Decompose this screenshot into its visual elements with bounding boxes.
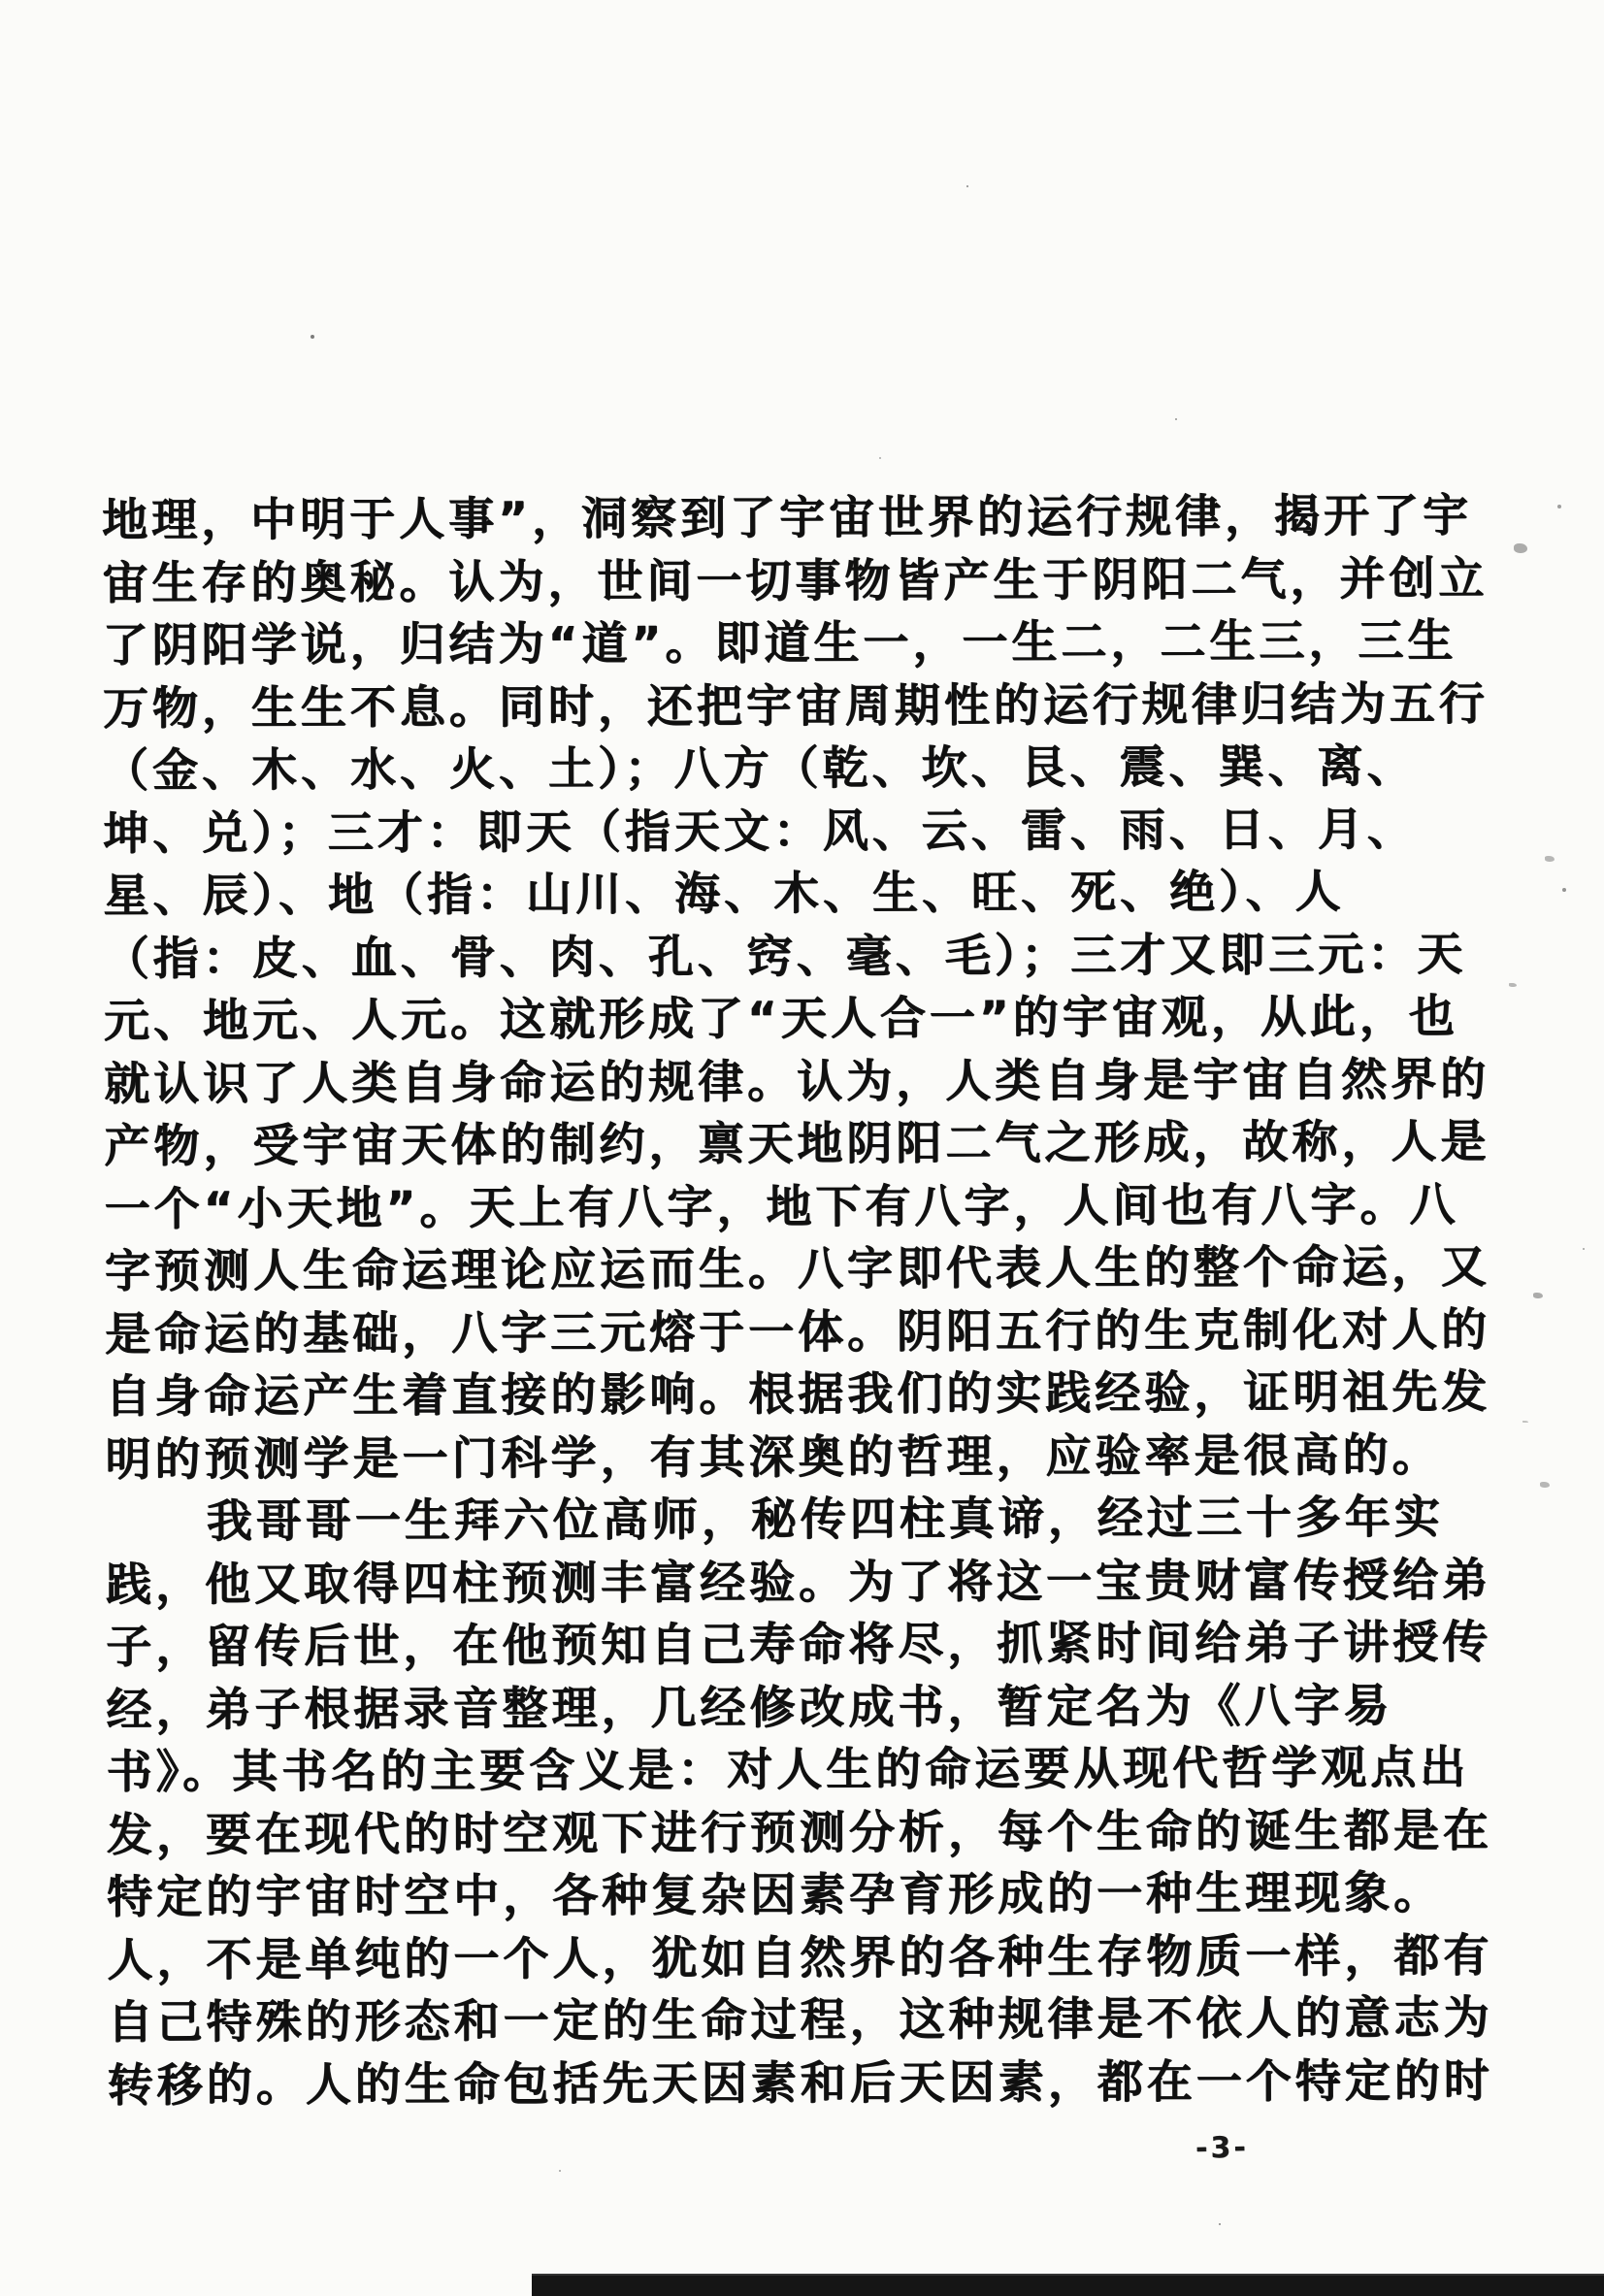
text-line: 产物，受宇宙天体的制约，禀天地阴阳二气之形成，故称，人是 [104,1115,1490,1173]
text-line: 地理，中明于人事”，洞察到了宇宙世界的运行规律，揭开了宇 [102,489,1473,547]
text-line: 坤、兑）；三才：即天（指天文：风、云、雷、雨、日、月、 [103,802,1417,861]
text-line: 特定的宇宙时空中，各种复杂因素孕育形成的一种生理现象。 [106,1866,1444,1924]
text-line: 宙生存的奥秘。认为，世间一切事物皆产生于阴阳二气，并创立 [102,551,1489,610]
text-line: 元、地元、人元。这就形成了“天人合一”的宇宙观，从此，也 [103,990,1458,1048]
text-line: 一个“小天地”。天上有八字，地下有八字，人间也有八字。八 [104,1177,1459,1236]
text-line: （金、木、水、火、土）；八方（乾、坎、艮、震、巽、离、 [102,739,1417,798]
text-line: 践，他又取得四柱预测丰富经验。为了将这一宝贵财富传授给弟 [105,1553,1492,1612]
text-line: 自己特殊的形态和一定的生命过程，这种规律是不依人的意志为 [107,1991,1493,2050]
text-line: 书》。其书名的主要含义是：对人生的命运要从现代哲学观点出 [106,1741,1470,1799]
text-line: （指：皮、血、骨、肉、孔、窍、毫、毛）；三才又即三元：天 [103,927,1467,986]
text-line: 明的预测学是一门科学，有其深奥的哲理，应验率是很高的。 [105,1427,1442,1487]
body-text [102,485,1524,2117]
page-number: -3- [1195,2130,1250,2166]
text-line: 自身命运产生着直接的影响。根据我们的实践经验，证明祖先发 [105,1365,1491,1424]
text-line: 是命运的基础，八字三元熔于一体。阴阳五行的生克制化对人的 [104,1302,1491,1361]
text-line: 经，弟子根据录音整理，几经修改成书，暂定名为《八字易 [106,1678,1393,1737]
text-line-paragraph-start: 我哥哥一生拜六位高师，秘传四柱真谛，经过三十多年实 [206,1491,1444,1549]
text-line: 发，要在现代的时空观下进行预测分析，每个生命的诞生都是在 [106,1803,1492,1862]
text-line: 万物，生生不息。同时，还把宇宙周期性的运行规律归结为五行 [102,676,1489,736]
scan-artifact-bottom-bar [532,2274,1604,2296]
text-line: 字预测人生命运理论应运而生。八字即代表人生的整个命运，又 [104,1240,1490,1298]
text-line: 转移的。人的生命包括先天因素和后天因素，都在一个特定的时 [107,2053,1493,2113]
text-line: 就认识了人类自身命运的规律。认为，人类自身是宇宙自然界的 [104,1052,1490,1111]
text-line: 人，不是单纯的一个人，犹如自然界的各种生存物质一样，都有 [107,1928,1493,1987]
text-line: 子，留传后世，在他预知自己寿命将尽，抓紧时间给弟子讲授传 [106,1616,1492,1674]
text-line: 了阴阳学说，归结为“道”。即道生一，一生二，二生三，三生 [102,614,1457,672]
text-line: 星、辰）、地（指：山川、海、木、生、旺、死、绝）、人 [103,865,1345,923]
scan-noise-specks [311,335,314,339]
scan-edge-smudges [1514,543,1527,553]
